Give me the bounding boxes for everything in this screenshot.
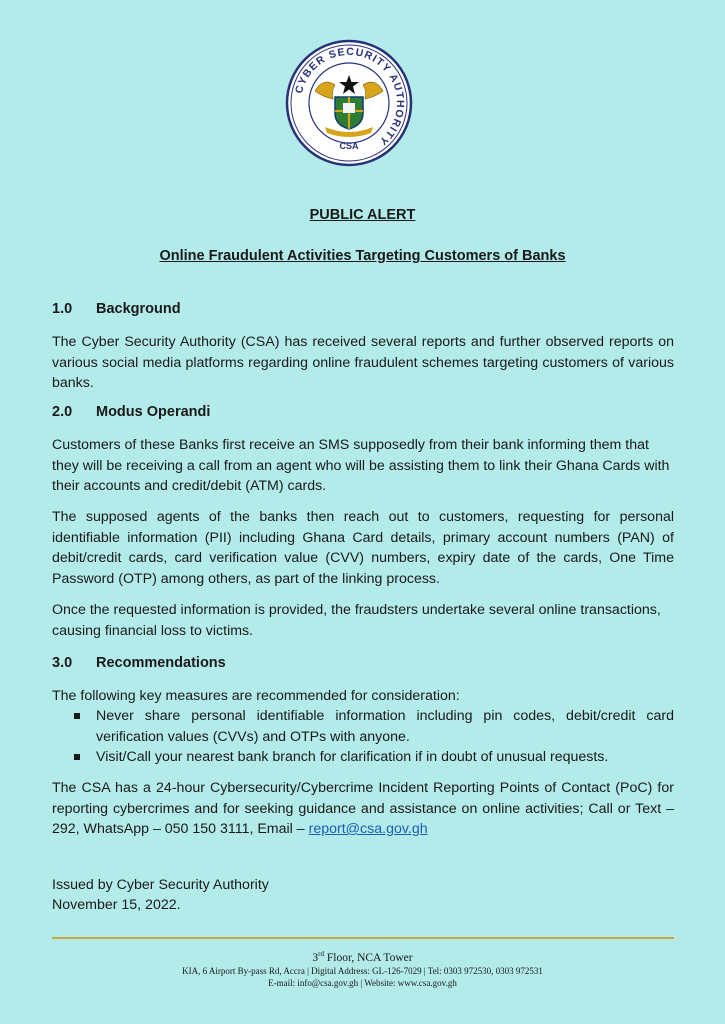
footer-floor: 3rd Floor, NCA Tower: [312, 950, 413, 964]
section-title: Modus Operandi: [96, 404, 211, 420]
square-bullet-icon: [74, 713, 80, 719]
section-heading-background: [52, 301, 181, 317]
issued-date-text: November 15, 2022.: [52, 897, 181, 913]
section-number: 1.0: [52, 301, 73, 317]
report-email-link[interactable]: report@csa.gov.gh: [308, 821, 428, 837]
square-bullet-icon: [74, 754, 80, 760]
section-title: Background: [96, 301, 181, 317]
background-paragraph: The Cyber Security Authority (CSA) has received several reports and further observed reports on various social media platforms regarding online fraudulent schemes targeting customers of various banks.: [52, 334, 674, 391]
list-item-text: Never share personal identifiable information including pin codes, debit/credit card verification values (CVVs) and OTPs with anyone.: [96, 708, 674, 745]
list-item-text: Visit/Call your nearest bank branch for clarification if in doubt of unusual requests.: [96, 749, 609, 765]
recommendations-intro: The following key measures are recommended for consideration:: [52, 688, 460, 704]
list-item: [52, 706, 674, 747]
modus-paragraph-3: Once the requested information is provided, the fraudsters undertake several online transactions, causing financial loss to victims.: [52, 602, 661, 639]
section-heading-modus-operandi: [52, 404, 210, 420]
footer-divider: [52, 937, 674, 939]
footer-address: KIA, 6 Airport By-pass Rd, Accra | Digital Address: GL-126-7029 | Tel: 0303 972530, 0303 972531: [182, 966, 543, 976]
modus-paragraph-2: The supposed agents of the banks then reach out to customers, requesting for personal identifiable information (PII) including Ghana Card details, primary account numbers (PAN) of debit/credit cards, card verification value (CVV) numbers, expiry date of the cards, One Time Password (OTP) among others, as part of the linking process.: [52, 509, 674, 587]
recommendations-list: [52, 706, 674, 768]
alert-title: PUBLIC ALERT: [309, 207, 416, 223]
section-number: 3.0: [52, 655, 73, 671]
contact-text: The CSA has a 24-hour Cybersecurity/Cybercrime Incident Reporting Points of Contact (PoC) for reporting cybercrimes and for seeking guidance and assistance on online activities; Call or Text – 292, WhatsApp – 050 150 3111, Email –: [52, 780, 674, 837]
alert-subject: Online Fraudulent Activities Targeting Customers of Banks: [159, 248, 566, 264]
modus-paragraph-1: Customers of these Banks first receive an SMS supposedly from their bank informing them that they will be receiving a call from an agent who will be assisting them to link their Ghana Cards with their accounts and credit/debit (ATM) cards.: [52, 437, 670, 494]
section-title: Recommendations: [96, 655, 226, 671]
seal-csa-text: CSA: [339, 141, 359, 151]
list-item: [52, 747, 674, 768]
svg-text:CYBER SECURITY AUTHORITY: CYBER SECURITY AUTHORITY: [292, 45, 407, 148]
issued-by-text: Issued by Cyber Security Authority: [52, 877, 269, 893]
csa-seal-logo: [285, 39, 413, 167]
contact-paragraph: [52, 778, 674, 840]
section-number: 2.0: [52, 404, 73, 420]
csa-seal-icon: [285, 39, 413, 167]
footer-contact: E-mail: info@csa.gov.gh | Website: www.csa.gov.gh: [268, 978, 457, 988]
section-heading-recommendations: [52, 655, 226, 671]
